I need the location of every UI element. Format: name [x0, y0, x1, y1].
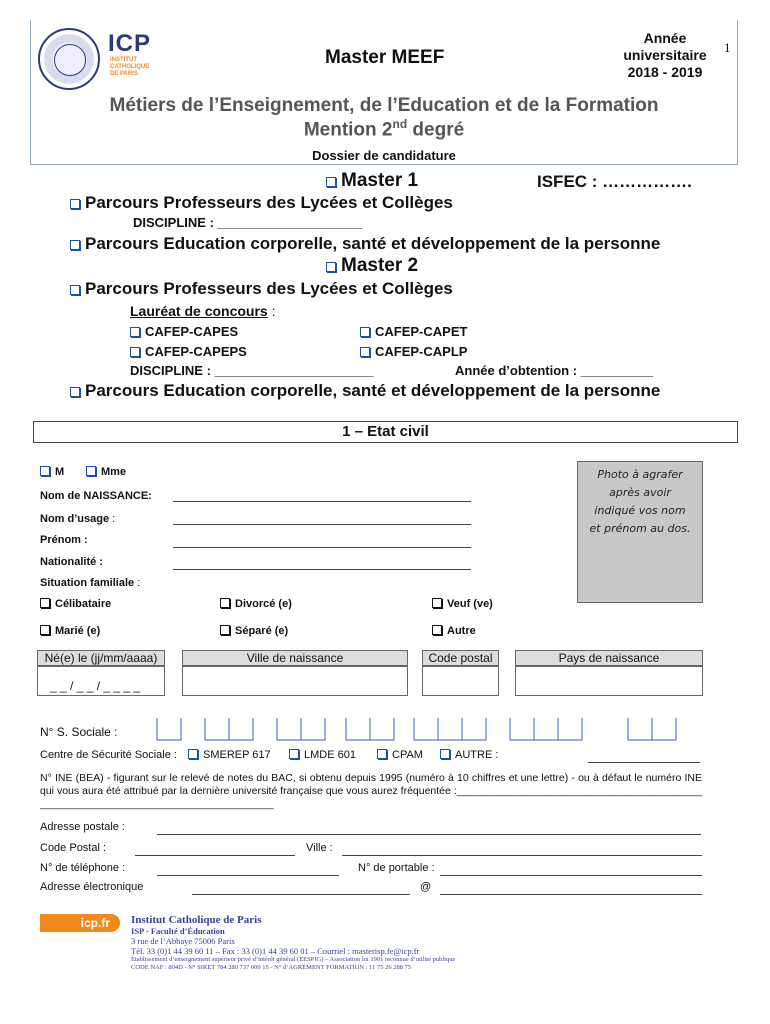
- academic-year: Année universitaire 2018 - 2019: [623, 30, 707, 80]
- adresse-label: Adresse postale :: [40, 821, 125, 833]
- status-veuf[interactable]: Veuf (ve): [432, 598, 493, 610]
- ine-field[interactable]: N° INE (BEA) - figurant sur le relevé de notes du BAC, si obtenu depuis 1995 (numéro à 10 chiffres et une lettre) - ou à défaut le numéro INE qui vous aura été attribué par la dernière université française que vous aurez fréquentée :__________________________________________________________________________________: [40, 772, 702, 810]
- master2-option[interactable]: Master 2: [326, 255, 418, 277]
- page-title: Master MEEF: [325, 47, 445, 68]
- centre-autre-field[interactable]: [588, 762, 700, 763]
- pays-naissance-field[interactable]: [515, 666, 703, 696]
- header-pays-naissance: Pays de naissance: [515, 650, 703, 666]
- concours-caplp[interactable]: CAFEP-CAPLP: [360, 344, 467, 359]
- status-autre[interactable]: Autre: [432, 625, 476, 637]
- portable-field[interactable]: [440, 875, 702, 876]
- checkbox-icon[interactable]: [220, 625, 230, 635]
- adresse-field[interactable]: [157, 834, 701, 835]
- secu-number-field[interactable]: [0, 718, 770, 744]
- checkbox-icon[interactable]: [70, 387, 80, 397]
- subtitle-mention: Mention 2nd degré: [303, 117, 465, 141]
- checkbox-icon[interactable]: [220, 598, 230, 608]
- date-naissance-field[interactable]: _ _ / _ _ / _ _ _ _: [37, 666, 165, 696]
- status-celibataire[interactable]: Célibataire: [40, 598, 111, 610]
- checkbox-icon[interactable]: [70, 285, 80, 295]
- checkbox-icon[interactable]: [360, 327, 370, 337]
- portable-label: N° de portable :: [358, 862, 435, 874]
- checkbox-icon[interactable]: [130, 347, 140, 357]
- nom-naissance-field[interactable]: [173, 501, 471, 502]
- m2-discipline-field[interactable]: DISCIPLINE : ______________________: [130, 363, 374, 378]
- concours-capes[interactable]: CAFEP-CAPES: [130, 324, 238, 339]
- telephone-field[interactable]: [157, 875, 339, 876]
- code-postal-field[interactable]: [135, 855, 295, 856]
- checkbox-icon[interactable]: [326, 262, 336, 272]
- civility-m[interactable]: M: [40, 466, 64, 478]
- photo-box: Photo à agrafer après avoir indiqué vos nom et prénom au dos.: [577, 461, 703, 603]
- annee-obtention-field[interactable]: Année d’obtention : __________: [455, 363, 653, 378]
- m2-parcours-education[interactable]: Parcours Education corporelle, santé et développement de la personne: [70, 381, 660, 401]
- checkbox-icon[interactable]: [432, 598, 442, 608]
- nom-usage-label: Nom d’usage :: [40, 513, 116, 525]
- centre-secu-row: Centre de Sécurité Sociale :: [40, 749, 177, 761]
- email-user-field[interactable]: [192, 894, 410, 895]
- ville-naissance-field[interactable]: [182, 666, 408, 696]
- checkbox-icon[interactable]: [40, 598, 50, 608]
- checkbox-icon[interactable]: [360, 347, 370, 357]
- checkbox-icon[interactable]: [86, 466, 96, 476]
- checkbox-icon[interactable]: [289, 749, 299, 759]
- checkbox-icon[interactable]: [188, 749, 198, 759]
- concours-capet[interactable]: CAFEP-CAPET: [360, 324, 467, 339]
- header-ville-naissance: Ville de naissance: [182, 650, 408, 666]
- header-date-naissance: Né(e) le (jj/mm/aaaa): [37, 650, 165, 666]
- footer-address: Institut Catholique de Paris ISP - Faculté d’Éducation 3 rue de l’Abbaye 75006 Paris Tél. 33 (0)1 44 39 60 11 – Fax : 33 (0)1 44 39 60 01 – Courriel : masterisp.fe@icp.fr Établissement d’enseignement supérieur privé d’intérêt général (EESPIG) – Association loi 1901 reconnue d’utilité publique CODE NAF : 804D - N° SIRET 784 280 737 000 15 - N° d’AGRÉMENT FORMATION : 11 75 26 288 75: [131, 914, 456, 971]
- telephone-label: N° de téléphone :: [40, 862, 126, 874]
- m1-parcours-education[interactable]: Parcours Education corporelle, santé et développement de la personne: [70, 234, 660, 254]
- centre-smerep[interactable]: SMEREP 617: [188, 749, 271, 761]
- centre-cpam[interactable]: CPAM: [377, 749, 423, 761]
- master1-option[interactable]: Master 1: [326, 170, 418, 192]
- status-separe[interactable]: Séparé (e): [220, 625, 288, 637]
- centre-lmde[interactable]: LMDE 601: [289, 749, 356, 761]
- prenom-field[interactable]: [173, 547, 471, 548]
- ville-field[interactable]: [342, 855, 702, 856]
- icp-logo-text: ICP: [108, 30, 152, 57]
- status-divorce[interactable]: Divorcé (e): [220, 598, 292, 610]
- checkbox-icon[interactable]: [40, 466, 50, 476]
- header-code-postal: Code postal: [422, 650, 499, 666]
- prenom-label: Prénom :: [40, 534, 88, 546]
- m1-parcours-professeurs[interactable]: Parcours Professeurs des Lycées et Collèges: [70, 193, 453, 213]
- icp-seal-logo: [38, 28, 100, 90]
- checkbox-icon[interactable]: [440, 749, 450, 759]
- subtitle-metiers: Métiers de l’Enseignement, de l’Education et de la Formation: [109, 95, 659, 116]
- status-marie[interactable]: Marié (e): [40, 625, 100, 637]
- nom-naissance-label: Nom de NAISSANCE:: [40, 490, 152, 502]
- nationalite-label: Nationalité :: [40, 556, 103, 568]
- laureat-label: Lauréat de concours :: [130, 303, 276, 319]
- situation-label: Situation familiale :: [40, 577, 141, 589]
- checkbox-icon[interactable]: [377, 749, 387, 759]
- checkbox-icon[interactable]: [432, 625, 442, 635]
- email-at: @: [420, 881, 432, 893]
- email-label: Adresse électronique: [40, 881, 144, 893]
- dossier-label: Dossier de candidature: [312, 148, 456, 163]
- icp-logo-sub: INSTITUT CATHOLIQUE DE PARIS: [110, 57, 150, 77]
- secu-digit-cells: [0, 718, 770, 744]
- nationalite-field[interactable]: [173, 569, 471, 570]
- section-etat-civil-title: 1 – Etat civil: [33, 421, 738, 443]
- isfec-field[interactable]: ISFEC : …………….: [537, 172, 692, 191]
- code-postal-naissance-field[interactable]: [422, 666, 499, 696]
- email-domain-field[interactable]: [440, 894, 702, 895]
- icp-fr-badge: icp.fr: [40, 914, 120, 932]
- checkbox-icon[interactable]: [130, 327, 140, 337]
- checkbox-icon[interactable]: [326, 177, 336, 187]
- concours-capeps[interactable]: CAFEP-CAPEPS: [130, 344, 247, 359]
- centre-autre[interactable]: AUTRE :: [440, 749, 498, 761]
- checkbox-icon[interactable]: [70, 240, 80, 250]
- page-number: 1: [724, 40, 731, 55]
- secu-label: N° S. Sociale :: [40, 725, 118, 739]
- m1-discipline-field[interactable]: DISCIPLINE : ____________________: [133, 215, 363, 230]
- code-postal-label: Code Postal :: [40, 842, 107, 854]
- ville-label: Ville :: [306, 842, 333, 854]
- m2-parcours-professeurs[interactable]: Parcours Professeurs des Lycées et Collèges: [70, 279, 453, 299]
- nom-usage-field[interactable]: [173, 524, 471, 525]
- checkbox-icon[interactable]: [40, 625, 50, 635]
- civility-mme[interactable]: Mme: [86, 466, 126, 478]
- checkbox-icon[interactable]: [70, 199, 80, 209]
